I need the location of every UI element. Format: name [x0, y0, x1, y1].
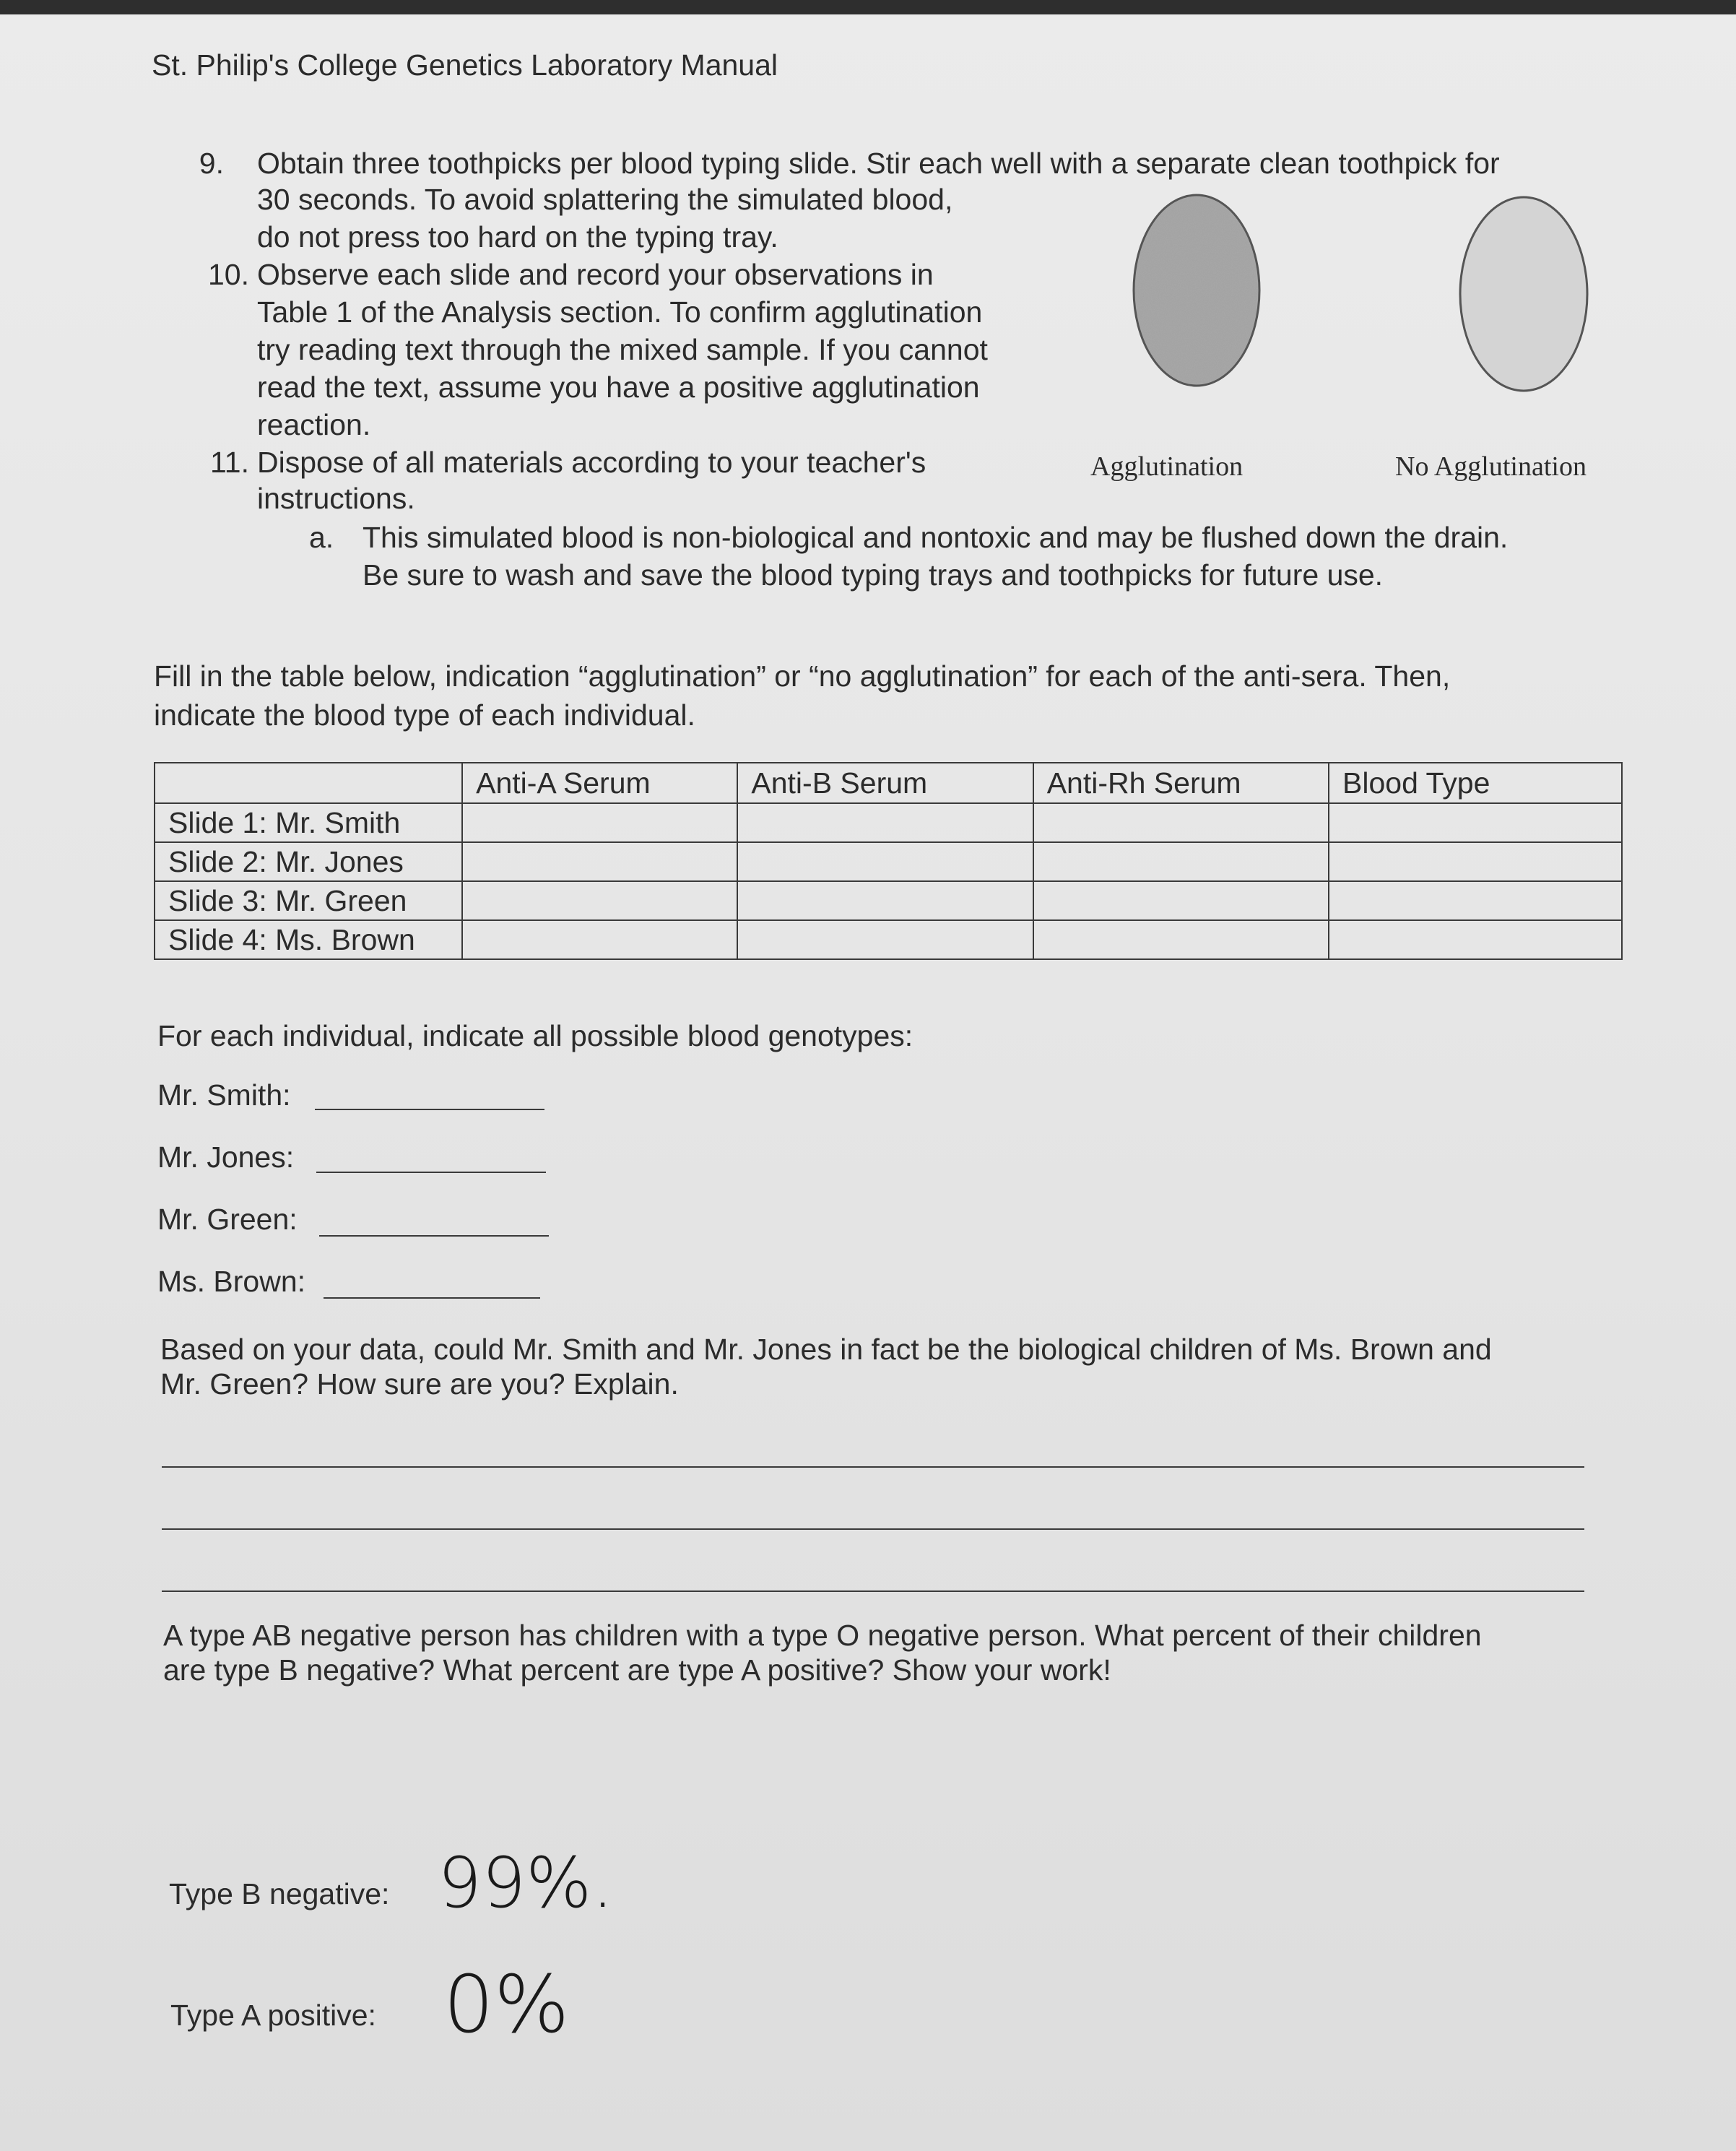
table-row	[155, 803, 1622, 842]
question-1-line-1: Based on your data, could Mr. Smith and Mr. Jones in fact be the biological children of Ms. Brown and	[160, 1333, 1492, 1366]
step-10-line-4: read the text, assume you have a positive agglutination	[257, 371, 980, 404]
type-a-positive-answer: 0%	[443, 1958, 570, 2051]
type-b-negative-answer: 99%.	[438, 1843, 614, 1923]
genotype-jones-label: Mr. Jones:	[157, 1141, 295, 1174]
table-cell	[1329, 920, 1622, 959]
table-cell	[737, 881, 1033, 920]
genotype-brown-blank	[324, 1297, 540, 1299]
table-cell	[1329, 881, 1622, 920]
question-1-line-2: Mr. Green? How sure are you? Explain.	[160, 1367, 679, 1401]
genotype-green-blank	[319, 1235, 549, 1237]
table-cell	[462, 803, 737, 842]
agglutination-figure	[1112, 184, 1661, 401]
row-label-brown: Slide 4: Ms. Brown	[155, 920, 462, 959]
step-9-line-1: Obtain three toothpicks per blood typing slide. Stir each well with a separate clean toothpick for	[257, 147, 1500, 180]
instructions-line-2: indicate the blood type of each individual.	[154, 698, 695, 732]
manual-header: St. Philip's College Genetics Laboratory Manual	[152, 48, 778, 82]
table-header-cell	[155, 763, 462, 803]
genotype-jones-blank	[316, 1172, 546, 1173]
agglutination-label: Agglutination	[1090, 451, 1244, 482]
genotypes-prompt: For each individual, indicate all possible blood genotypes:	[157, 1019, 913, 1052]
step-9-number: 9.	[199, 147, 224, 180]
step-11-line-2: instructions.	[257, 482, 415, 515]
genotype-brown-label: Ms. Brown:	[157, 1265, 306, 1298]
agglutination-texture	[1135, 196, 1258, 384]
row-label-jones: Slide 2: Mr. Jones	[155, 842, 462, 881]
answer-line-3	[162, 1590, 1584, 1592]
genotype-smith-label: Mr. Smith:	[157, 1078, 291, 1112]
table-cell	[1033, 881, 1329, 920]
step-9-line-2: 30 seconds. To avoid splattering the simulated blood,	[257, 183, 953, 216]
type-b-negative-label: Type B negative:	[169, 1877, 390, 1910]
table-cell	[737, 920, 1033, 959]
table-row	[155, 842, 1622, 881]
results-table	[154, 762, 1623, 960]
row-label-smith: Slide 1: Mr. Smith	[155, 803, 462, 842]
step-10-line-1: Observe each slide and record your observations in	[257, 258, 934, 291]
answer-line-1	[162, 1466, 1584, 1468]
no-agglutination-oval	[1460, 197, 1587, 391]
table-cell	[1329, 842, 1622, 881]
step-10-line-2: Table 1 of the Analysis section. To confirm agglutination	[257, 295, 983, 329]
top-edge	[0, 0, 1736, 14]
table-cell	[462, 920, 737, 959]
table-cell	[462, 881, 737, 920]
table-header-anti-a: Anti-A Serum	[462, 763, 737, 803]
substep-a-letter: a.	[309, 521, 334, 554]
step-10-line-3: try reading text through the mixed sample. If you cannot	[257, 333, 988, 366]
substep-a-line-2: Be sure to wash and save the blood typing trays and toothpicks for future use.	[363, 558, 1384, 592]
step-10-line-5: reaction.	[257, 408, 371, 441]
answer-line-2	[162, 1528, 1584, 1530]
table-cell	[1329, 803, 1622, 842]
table-row	[155, 881, 1622, 920]
table-cell	[1033, 920, 1329, 959]
instructions-line-1: Fill in the table below, indication “agglutination” or “no agglutination” for each of the anti-sera. Then,	[154, 659, 1451, 693]
substep-a-line-1: This simulated blood is non-biological and nontoxic and may be flushed down the drain.	[363, 521, 1509, 554]
genotype-smith-blank	[315, 1109, 544, 1110]
no-agglutination-label: No Agglutination	[1395, 451, 1587, 482]
table-header-row	[155, 763, 1622, 803]
table-header-anti-rh: Anti-Rh Serum	[1033, 763, 1329, 803]
table-cell	[462, 842, 737, 881]
table-row	[155, 920, 1622, 959]
table-header-anti-b: Anti-B Serum	[737, 763, 1033, 803]
question-2-line-2: are type B negative? What percent are type A positive? Show your work!	[163, 1653, 1111, 1687]
step-9-line-3: do not press too hard on the typing tray.	[257, 220, 778, 254]
question-2-line-1: A type AB negative person has children with a type O negative person. What percent of their children	[163, 1619, 1482, 1652]
table-cell	[1033, 803, 1329, 842]
type-a-positive-label: Type A positive:	[170, 1999, 376, 2032]
step-11-number: 11.	[210, 446, 249, 479]
step-11-line-1: Dispose of all materials according to your teacher's	[257, 446, 926, 479]
row-label-green: Slide 3: Mr. Green	[155, 881, 462, 920]
table-cell	[737, 842, 1033, 881]
table-header-blood-type: Blood Type	[1329, 763, 1622, 803]
genotype-green-label: Mr. Green:	[157, 1203, 298, 1236]
table-cell	[737, 803, 1033, 842]
table-cell	[1033, 842, 1329, 881]
step-10-number: 10.	[208, 258, 249, 291]
